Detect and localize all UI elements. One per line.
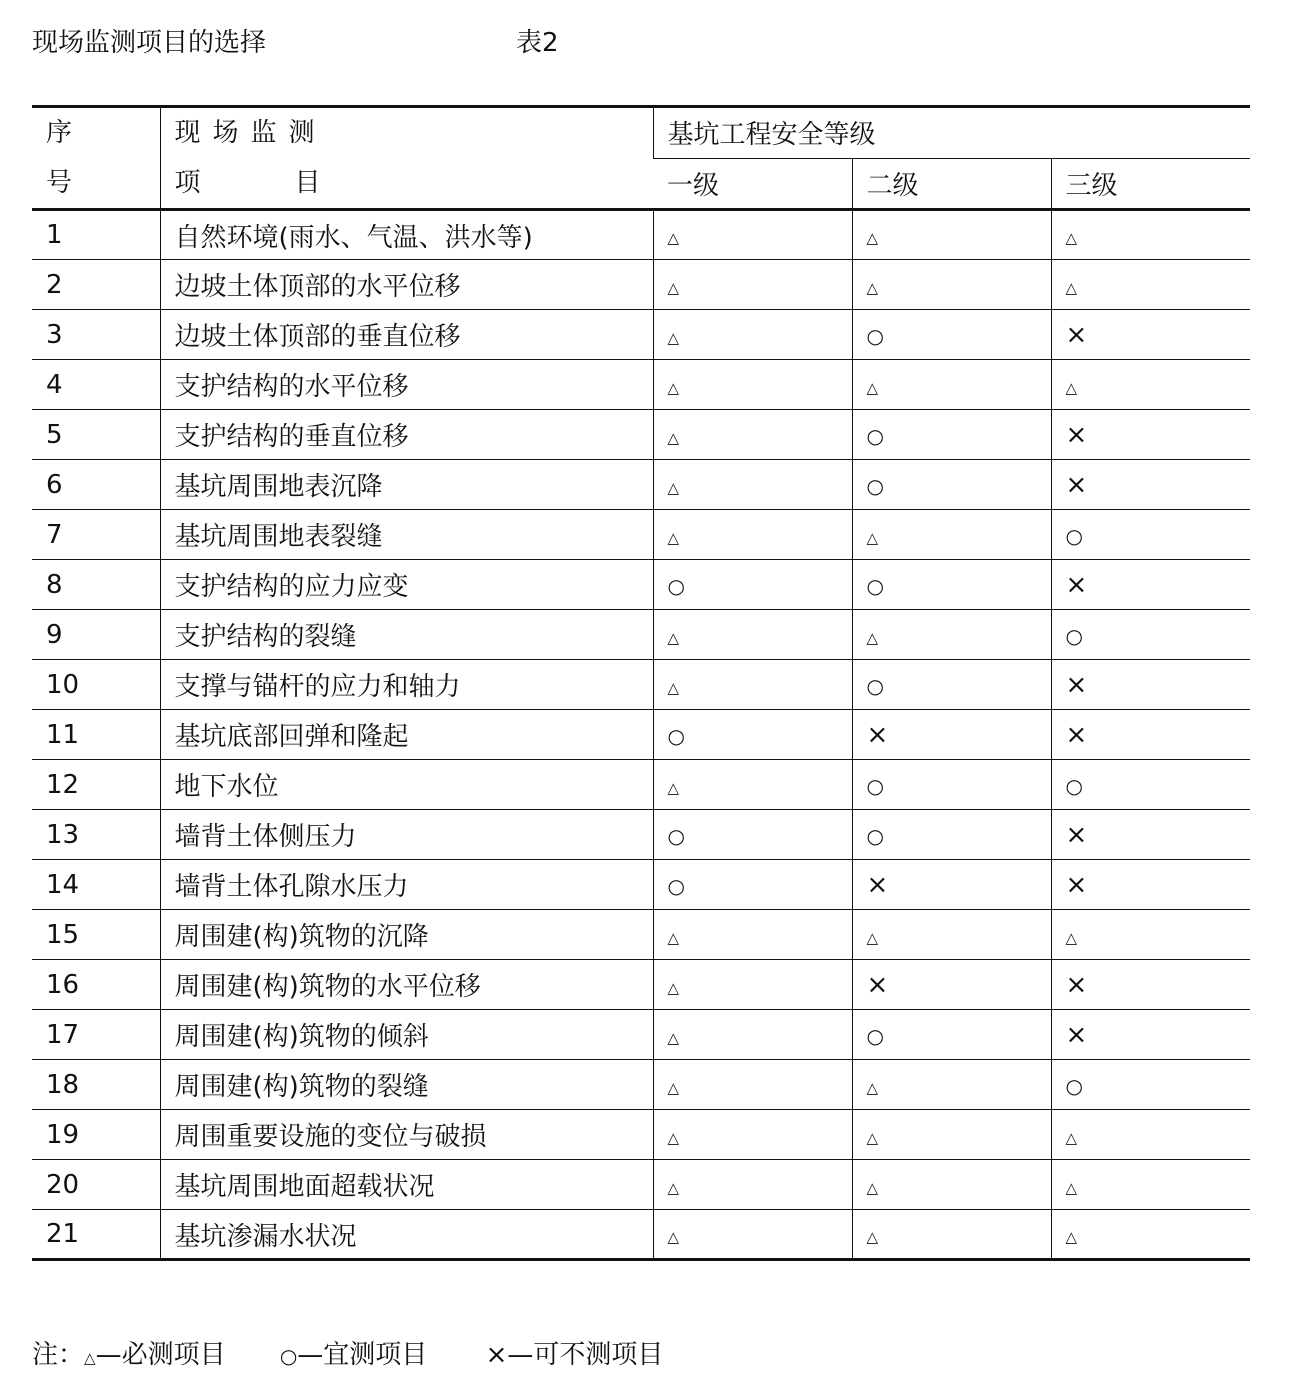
triangle-icon: △ (667, 1028, 680, 1047)
grade-1-cell (653, 560, 852, 610)
triangle-icon: △ (667, 928, 680, 947)
table-row (32, 460, 1250, 510)
grade-2-cell (852, 1210, 1051, 1260)
triangle-icon: △ (866, 229, 879, 247)
row-number: 17 (32, 1010, 160, 1060)
triangle-icon: △ (667, 978, 680, 997)
row-item: 支护结构的裂缝 (160, 610, 653, 660)
header-grade-2: 二级 (852, 158, 1051, 210)
circle-icon: ○ (866, 673, 884, 698)
grade-1-cell (653, 1110, 852, 1160)
row-number: 14 (32, 860, 160, 910)
grade-3-cell (1051, 810, 1250, 860)
grade-2-cell (852, 910, 1051, 960)
grade-1-cell (653, 960, 852, 1010)
grade-2-cell (852, 1110, 1051, 1160)
row-item: 周围重要设施的变位与破损 (160, 1110, 653, 1160)
row-item: 边坡土体顶部的垂直位移 (160, 310, 653, 360)
triangle-icon: △ (866, 278, 879, 297)
grade-2-cell (852, 260, 1051, 310)
cross-icon: × (1065, 569, 1088, 600)
grade-3-cell (1051, 910, 1250, 960)
header-item-line2: 项 目 (174, 168, 321, 198)
grade-2-cell (852, 960, 1051, 1010)
circle-icon: ○ (866, 823, 884, 848)
grade-2-cell (852, 310, 1051, 360)
triangle-icon: △ (667, 1228, 680, 1246)
circle-icon: ○ (866, 573, 884, 598)
row-number: 12 (32, 760, 160, 810)
table-row (32, 410, 1250, 460)
header-grade-group: 基坑工程安全等级 (653, 107, 1250, 159)
triangle-icon: △ (667, 1178, 680, 1197)
grade-2-cell (852, 360, 1051, 410)
grade-2-cell (852, 710, 1051, 760)
row-number: 2 (32, 260, 160, 310)
table-row (32, 260, 1250, 310)
row-number: 5 (32, 410, 160, 460)
triangle-icon: △ (667, 378, 680, 397)
triangle-icon: △ (866, 628, 879, 647)
triangle-icon: △ (1065, 1178, 1078, 1197)
table-body (32, 210, 1250, 1260)
header-grade-1: 一级 (653, 158, 852, 210)
triangle-icon: △ (866, 1178, 879, 1197)
row-item: 支护结构的水平位移 (160, 360, 653, 410)
grade-2-cell (852, 210, 1051, 260)
cross-icon: × (485, 1340, 508, 1370)
grade-1-cell (653, 310, 852, 360)
row-number: 19 (32, 1110, 160, 1160)
grade-1-cell (653, 610, 852, 660)
row-number: 9 (32, 610, 160, 660)
row-item: 基坑周围地面超载状况 (160, 1160, 653, 1210)
circle-icon: ○ (1065, 623, 1083, 648)
cross-icon: × (866, 969, 889, 1000)
grade-3-cell (1051, 260, 1250, 310)
table-row (32, 310, 1250, 360)
circle-icon: ○ (866, 323, 884, 348)
grade-2-cell (852, 660, 1051, 710)
note-suggested-text: —宜测项目 (297, 1340, 428, 1370)
cross-icon: × (1065, 319, 1088, 350)
grade-1-cell (653, 1210, 852, 1260)
grade-1-cell (653, 210, 852, 260)
table-row (32, 1160, 1250, 1210)
table-row (32, 810, 1250, 860)
grade-3-cell (1051, 310, 1250, 360)
row-item: 支护结构的应力应变 (160, 560, 653, 610)
table-row (32, 960, 1250, 1010)
grade-2-cell (852, 860, 1051, 910)
table-row (32, 910, 1250, 960)
table-row (32, 210, 1250, 260)
note-prefix: 注： (32, 1340, 85, 1370)
row-number: 11 (32, 710, 160, 760)
cross-icon: × (1065, 669, 1088, 700)
row-item: 墙背土体侧压力 (160, 810, 653, 860)
cross-icon: × (866, 719, 889, 750)
row-item: 基坑周围地表沉降 (160, 460, 653, 510)
triangle-icon: △ (1065, 928, 1078, 947)
grade-1-cell (653, 710, 852, 760)
table-row (32, 610, 1250, 660)
grade-2-cell (852, 510, 1051, 560)
cross-icon: × (1065, 869, 1088, 900)
table-row (32, 560, 1250, 610)
grade-1-cell (653, 910, 852, 960)
grade-1-cell (653, 1160, 852, 1210)
triangle-icon: △ (667, 1078, 680, 1097)
row-number: 4 (32, 360, 160, 410)
grade-3-cell (1051, 860, 1250, 910)
legend-note (32, 1334, 663, 1371)
grade-3-cell (1051, 410, 1250, 460)
row-number: 3 (32, 310, 160, 360)
grade-3-cell (1051, 460, 1250, 510)
circle-icon: ○ (667, 723, 685, 748)
grade-1-cell (653, 810, 852, 860)
row-number: 16 (32, 960, 160, 1010)
triangle-icon: △ (667, 1128, 680, 1147)
grade-2-cell (852, 410, 1051, 460)
note-optional (486, 1334, 664, 1371)
monitoring-table (32, 105, 1250, 1261)
table-number: 表2 (516, 28, 559, 58)
grade-3-cell (1051, 1110, 1250, 1160)
grade-2-cell (852, 610, 1051, 660)
grade-3-cell (1051, 610, 1250, 660)
circle-icon: ○ (866, 473, 884, 498)
header-seq-line1: 序 (46, 118, 73, 148)
circle-icon: ○ (667, 823, 685, 848)
row-number: 10 (32, 660, 160, 710)
triangle-icon: △ (866, 1078, 879, 1097)
grade-3-cell (1051, 1010, 1250, 1060)
row-item: 周围建(构)筑物的裂缝 (160, 1060, 653, 1110)
grade-3-cell (1051, 210, 1250, 260)
triangle-icon: △ (667, 229, 680, 247)
circle-icon: ○ (1065, 773, 1083, 798)
note-suggested (280, 1334, 427, 1371)
row-item: 周围建(构)筑物的倾斜 (160, 1010, 653, 1060)
grade-1-cell (653, 860, 852, 910)
grade-3-cell (1051, 560, 1250, 610)
table-row (32, 1010, 1250, 1060)
grade-1-cell (653, 1010, 852, 1060)
grade-1-cell (653, 260, 852, 310)
row-item: 自然环境(雨水、气温、洪水等) (160, 210, 653, 260)
grade-1-cell (653, 410, 852, 460)
row-item: 地下水位 (160, 760, 653, 810)
triangle-icon: △ (1065, 378, 1078, 397)
cross-icon: × (1065, 969, 1088, 1000)
grade-2-cell (852, 460, 1051, 510)
triangle-icon: △ (1065, 1228, 1078, 1246)
circle-icon: ○ (667, 873, 685, 898)
grade-3-cell (1051, 1060, 1250, 1110)
table-row (32, 510, 1250, 560)
row-number: 13 (32, 810, 160, 860)
table-caption: 现场监测项目的选择 (32, 28, 267, 58)
triangle-icon: △ (1065, 1128, 1078, 1147)
table-row (32, 1110, 1250, 1160)
table-row (32, 710, 1250, 760)
table-row (32, 660, 1250, 710)
cross-icon: × (1065, 719, 1088, 750)
grade-3-cell (1051, 760, 1250, 810)
header-seq-line2: 号 (46, 168, 73, 198)
cross-icon: × (1065, 419, 1088, 450)
triangle-icon: △ (667, 678, 680, 697)
grade-2-cell (852, 760, 1051, 810)
triangle-icon: △ (866, 378, 879, 397)
grade-2-cell (852, 560, 1051, 610)
grade-1-cell (653, 510, 852, 560)
circle-icon: ○ (1065, 1073, 1083, 1098)
note-optional-text: —可不测项目 (507, 1340, 664, 1370)
triangle-icon: △ (866, 1128, 879, 1147)
row-item: 支护结构的垂直位移 (160, 410, 653, 460)
note-required (84, 1334, 226, 1371)
triangle-icon: △ (667, 778, 680, 797)
grade-1-cell (653, 760, 852, 810)
row-number: 18 (32, 1060, 160, 1110)
grade-1-cell (653, 460, 852, 510)
table-row (32, 1210, 1250, 1260)
triangle-icon: △ (667, 528, 680, 547)
circle-icon: ○ (866, 423, 884, 448)
grade-1-cell (653, 660, 852, 710)
table-row (32, 760, 1250, 810)
triangle-icon: △ (1065, 278, 1078, 297)
table-row (32, 360, 1250, 410)
circle-icon: ○ (1065, 523, 1083, 548)
circle-icon: ○ (866, 1023, 884, 1048)
grade-2-cell (852, 1160, 1051, 1210)
row-item: 支撑与锚杆的应力和轴力 (160, 660, 653, 710)
row-item: 墙背土体孔隙水压力 (160, 860, 653, 910)
table-row (32, 860, 1250, 910)
grade-3-cell (1051, 960, 1250, 1010)
table-row (32, 1060, 1250, 1110)
row-item: 基坑底部回弹和隆起 (160, 710, 653, 760)
grade-3-cell (1051, 510, 1250, 560)
grade-3-cell (1051, 360, 1250, 410)
header-grade-3: 三级 (1051, 158, 1250, 210)
triangle-icon: △ (667, 328, 680, 347)
header-item (160, 107, 653, 210)
grade-3-cell (1051, 710, 1250, 760)
header-seq (32, 107, 160, 210)
cross-icon: × (1065, 1019, 1088, 1050)
circle-icon: ○ (866, 773, 884, 798)
row-item: 边坡土体顶部的水平位移 (160, 260, 653, 310)
triangle-icon: △ (1065, 229, 1078, 247)
circle-icon: ○ (667, 573, 685, 598)
grade-1-cell (653, 360, 852, 410)
triangle-icon: △ (866, 528, 879, 547)
row-number: 6 (32, 460, 160, 510)
grade-3-cell (1051, 660, 1250, 710)
triangle-icon: △ (667, 628, 680, 647)
row-number: 15 (32, 910, 160, 960)
circle-icon: ○ (279, 1344, 298, 1368)
row-item: 基坑渗漏水状况 (160, 1210, 653, 1260)
row-item: 基坑周围地表裂缝 (160, 510, 653, 560)
triangle-icon: △ (667, 478, 680, 497)
row-number: 1 (32, 210, 160, 260)
grade-3-cell (1051, 1210, 1250, 1260)
grade-2-cell (852, 1060, 1051, 1110)
row-number: 21 (32, 1210, 160, 1260)
header-item-line1: 现场监测 (174, 118, 327, 148)
cross-icon: × (866, 869, 889, 900)
triangle-icon: △ (84, 1349, 96, 1367)
grade-2-cell (852, 1010, 1051, 1060)
note-required-text: —必测项目 (95, 1340, 226, 1370)
triangle-icon: △ (866, 1228, 879, 1246)
cross-icon: × (1065, 819, 1088, 850)
triangle-icon: △ (866, 928, 879, 947)
grade-3-cell (1051, 1160, 1250, 1210)
row-item: 周围建(构)筑物的沉降 (160, 910, 653, 960)
triangle-icon: △ (667, 278, 680, 297)
grade-1-cell (653, 1060, 852, 1110)
row-number: 8 (32, 560, 160, 610)
grade-2-cell (852, 810, 1051, 860)
triangle-icon: △ (667, 428, 680, 447)
cross-icon: × (1065, 469, 1088, 500)
row-number: 7 (32, 510, 160, 560)
row-item: 周围建(构)筑物的水平位移 (160, 960, 653, 1010)
row-number: 20 (32, 1160, 160, 1210)
